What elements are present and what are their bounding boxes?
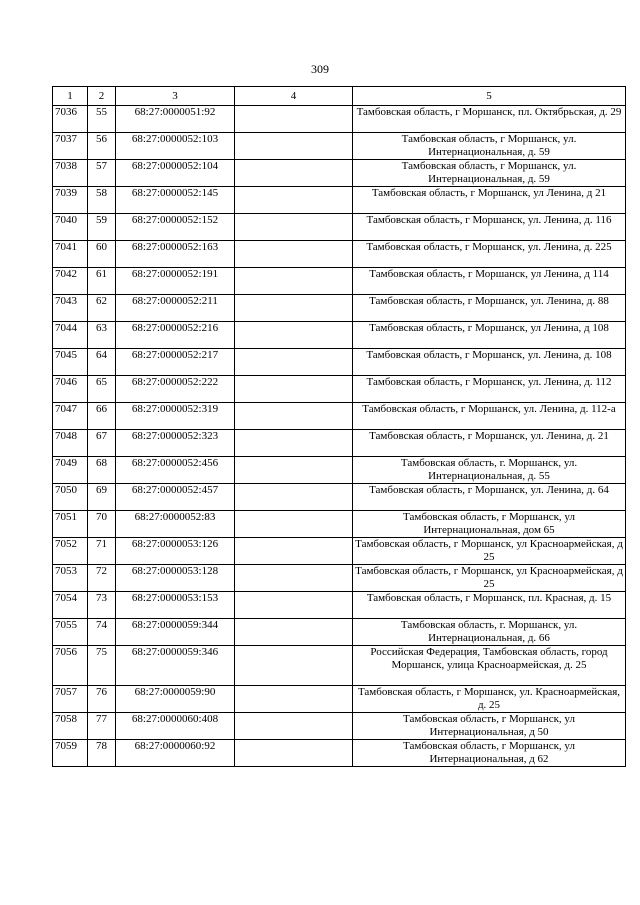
sequence-number-cell: 67 [88, 430, 116, 457]
record-number-cell: 7059 [53, 740, 88, 767]
column-4-cell [235, 565, 353, 592]
column-4-cell [235, 349, 353, 376]
record-number-cell: 7049 [53, 457, 88, 484]
sequence-number-cell: 55 [88, 106, 116, 133]
address-cell: Тамбовская область, г Моршанск, ул Ленина, д 21 [353, 187, 626, 214]
table-row [53, 268, 626, 295]
address-cell: Тамбовская область, г. Моршанск, ул. Интернациональная, д. 55 [353, 457, 626, 484]
column-4-cell [235, 484, 353, 511]
sequence-number-cell: 62 [88, 295, 116, 322]
table-row [53, 484, 626, 511]
column-4-cell [235, 214, 353, 241]
sequence-number-cell: 78 [88, 740, 116, 767]
record-number-cell: 7038 [53, 160, 88, 187]
cadastral-number-cell: 68:27:0000052:456 [116, 457, 235, 484]
sequence-number-cell: 71 [88, 538, 116, 565]
table-row [53, 241, 626, 268]
record-number-cell: 7050 [53, 484, 88, 511]
cadastral-number-cell: 68:27:0000052:83 [116, 511, 235, 538]
column-4-cell [235, 376, 353, 403]
cadastral-number-cell: 68:27:0000053:153 [116, 592, 235, 619]
cadastral-number-cell: 68:27:0000052:216 [116, 322, 235, 349]
address-cell: Тамбовская область, г Моршанск, пл. Красная, д. 15 [353, 592, 626, 619]
sequence-number-cell: 57 [88, 160, 116, 187]
table-row [53, 106, 626, 133]
sequence-number-cell: 60 [88, 241, 116, 268]
address-cell: Тамбовская область, г Моршанск, ул Интернациональная, дом 65 [353, 511, 626, 538]
header-cell-2: 2 [88, 87, 116, 106]
table-row [53, 295, 626, 322]
cadastral-number-cell: 68:27:0000053:126 [116, 538, 235, 565]
table-row [53, 187, 626, 214]
sequence-number-cell: 63 [88, 322, 116, 349]
address-cell: Тамбовская область, г Моршанск, ул. Интернациональная, д. 59 [353, 160, 626, 187]
cadastral-number-cell: 68:27:0000052:163 [116, 241, 235, 268]
address-cell: Тамбовская область, г. Моршанск, ул. Интернациональная, д. 66 [353, 619, 626, 646]
table-row [53, 322, 626, 349]
column-4-cell [235, 592, 353, 619]
cadastral-number-cell: 68:27:0000060:92 [116, 740, 235, 767]
record-number-cell: 7048 [53, 430, 88, 457]
cadastral-number-cell: 68:27:0000051:92 [116, 106, 235, 133]
record-number-cell: 7041 [53, 241, 88, 268]
table-row [53, 160, 626, 187]
address-cell: Тамбовская область, г Моршанск, ул. Ленина, д. 116 [353, 214, 626, 241]
property-registry-table [52, 86, 626, 767]
header-cell-1: 1 [53, 87, 88, 106]
address-cell: Тамбовская область, г Моршанск, ул Ленина, д 114 [353, 268, 626, 295]
address-cell: Тамбовская область, г Моршанск, ул. Ленина, д. 112-а [353, 403, 626, 430]
column-4-cell [235, 403, 353, 430]
cadastral-number-cell: 68:27:0000059:90 [116, 686, 235, 713]
cadastral-number-cell: 68:27:0000052:104 [116, 160, 235, 187]
address-cell: Тамбовская область, г Моршанск, ул. Красноармейская, д. 25 [353, 686, 626, 713]
sequence-number-cell: 72 [88, 565, 116, 592]
cadastral-number-cell: 68:27:0000052:152 [116, 214, 235, 241]
column-4-cell [235, 106, 353, 133]
address-cell: Тамбовская область, г Моршанск, ул Интернациональная, д 62 [353, 740, 626, 767]
cadastral-number-cell: 68:27:0000052:211 [116, 295, 235, 322]
table-row [53, 713, 626, 740]
record-number-cell: 7036 [53, 106, 88, 133]
table-row [53, 403, 626, 430]
table-row [53, 538, 626, 565]
record-number-cell: 7055 [53, 619, 88, 646]
column-4-cell [235, 268, 353, 295]
sequence-number-cell: 61 [88, 268, 116, 295]
address-cell: Тамбовская область, г Моршанск, ул. Ленина, д. 88 [353, 295, 626, 322]
cadastral-number-cell: 68:27:0000052:217 [116, 349, 235, 376]
record-number-cell: 7039 [53, 187, 88, 214]
record-number-cell: 7037 [53, 133, 88, 160]
column-4-cell [235, 457, 353, 484]
table-row [53, 376, 626, 403]
column-4-cell [235, 187, 353, 214]
table-row [53, 686, 626, 713]
column-4-cell [235, 241, 353, 268]
sequence-number-cell: 58 [88, 187, 116, 214]
record-number-cell: 7054 [53, 592, 88, 619]
cadastral-number-cell: 68:27:0000059:344 [116, 619, 235, 646]
column-4-cell [235, 511, 353, 538]
record-number-cell: 7047 [53, 403, 88, 430]
table-row [53, 619, 626, 646]
column-4-cell [235, 430, 353, 457]
column-4-cell [235, 133, 353, 160]
address-cell: Тамбовская область, г Моршанск, ул. Ленина, д. 112 [353, 376, 626, 403]
record-number-cell: 7057 [53, 686, 88, 713]
table-row [53, 740, 626, 767]
address-cell: Тамбовская область, г Моршанск, ул Ленина, д 108 [353, 322, 626, 349]
record-number-cell: 7056 [53, 646, 88, 686]
address-cell: Тамбовская область, г Моршанск, ул Интернациональная, д 50 [353, 713, 626, 740]
page-number: 309 [311, 62, 329, 76]
record-number-cell: 7058 [53, 713, 88, 740]
sequence-number-cell: 70 [88, 511, 116, 538]
cadastral-number-cell: 68:27:0000052:319 [116, 403, 235, 430]
sequence-number-cell: 75 [88, 646, 116, 686]
column-4-cell [235, 619, 353, 646]
sequence-number-cell: 77 [88, 713, 116, 740]
header-cell-3: 3 [116, 87, 235, 106]
record-number-cell: 7042 [53, 268, 88, 295]
record-number-cell: 7040 [53, 214, 88, 241]
address-cell: Тамбовская область, г Моршанск, ул Красноармейская, д 25 [353, 538, 626, 565]
record-number-cell: 7043 [53, 295, 88, 322]
address-cell: Тамбовская область, г Моршанск, ул. Ленина, д. 21 [353, 430, 626, 457]
cadastral-number-cell: 68:27:0000059:346 [116, 646, 235, 686]
address-cell: Российская Федерация, Тамбовская область, город Моршанск, улица Красноармейская, д. 25 [353, 646, 626, 686]
record-number-cell: 7044 [53, 322, 88, 349]
record-number-cell: 7053 [53, 565, 88, 592]
table-row [53, 430, 626, 457]
column-4-cell [235, 538, 353, 565]
sequence-number-cell: 65 [88, 376, 116, 403]
table-row [53, 511, 626, 538]
record-number-cell: 7052 [53, 538, 88, 565]
table-row [53, 214, 626, 241]
sequence-number-cell: 69 [88, 484, 116, 511]
cadastral-number-cell: 68:27:0000053:128 [116, 565, 235, 592]
cadastral-number-cell: 68:27:0000052:103 [116, 133, 235, 160]
record-number-cell: 7046 [53, 376, 88, 403]
address-cell: Тамбовская область, г Моршанск, пл. Октябрьская, д. 29 [353, 106, 626, 133]
header-row [53, 87, 626, 106]
cadastral-number-cell: 68:27:0000052:323 [116, 430, 235, 457]
address-cell: Тамбовская область, г Моршанск, ул. Интернациональная, д. 59 [353, 133, 626, 160]
header-cell-4: 4 [235, 87, 353, 106]
header-cell-5: 5 [353, 87, 626, 106]
column-4-cell [235, 322, 353, 349]
sequence-number-cell: 73 [88, 592, 116, 619]
sequence-number-cell: 66 [88, 403, 116, 430]
sequence-number-cell: 68 [88, 457, 116, 484]
column-4-cell [235, 295, 353, 322]
table-row [53, 565, 626, 592]
sequence-number-cell: 56 [88, 133, 116, 160]
column-4-cell [235, 740, 353, 767]
column-4-cell [235, 160, 353, 187]
table-row [53, 646, 626, 686]
column-4-cell [235, 646, 353, 686]
table-row [53, 457, 626, 484]
table-row [53, 133, 626, 160]
table-row [53, 349, 626, 376]
address-cell: Тамбовская область, г Моршанск, ул. Ленина, д. 64 [353, 484, 626, 511]
cadastral-number-cell: 68:27:0000060:408 [116, 713, 235, 740]
table-row [53, 592, 626, 619]
sequence-number-cell: 64 [88, 349, 116, 376]
sequence-number-cell: 76 [88, 686, 116, 713]
cadastral-number-cell: 68:27:0000052:191 [116, 268, 235, 295]
cadastral-number-cell: 68:27:0000052:145 [116, 187, 235, 214]
record-number-cell: 7045 [53, 349, 88, 376]
sequence-number-cell: 59 [88, 214, 116, 241]
column-4-cell [235, 713, 353, 740]
address-cell: Тамбовская область, г Моршанск, ул. Ленина, д. 108 [353, 349, 626, 376]
cadastral-number-cell: 68:27:0000052:457 [116, 484, 235, 511]
address-cell: Тамбовская область, г Моршанск, ул Красноармейская, д 25 [353, 565, 626, 592]
record-number-cell: 7051 [53, 511, 88, 538]
cadastral-number-cell: 68:27:0000052:222 [116, 376, 235, 403]
column-4-cell [235, 686, 353, 713]
address-cell: Тамбовская область, г Моршанск, ул. Ленина, д. 225 [353, 241, 626, 268]
sequence-number-cell: 74 [88, 619, 116, 646]
